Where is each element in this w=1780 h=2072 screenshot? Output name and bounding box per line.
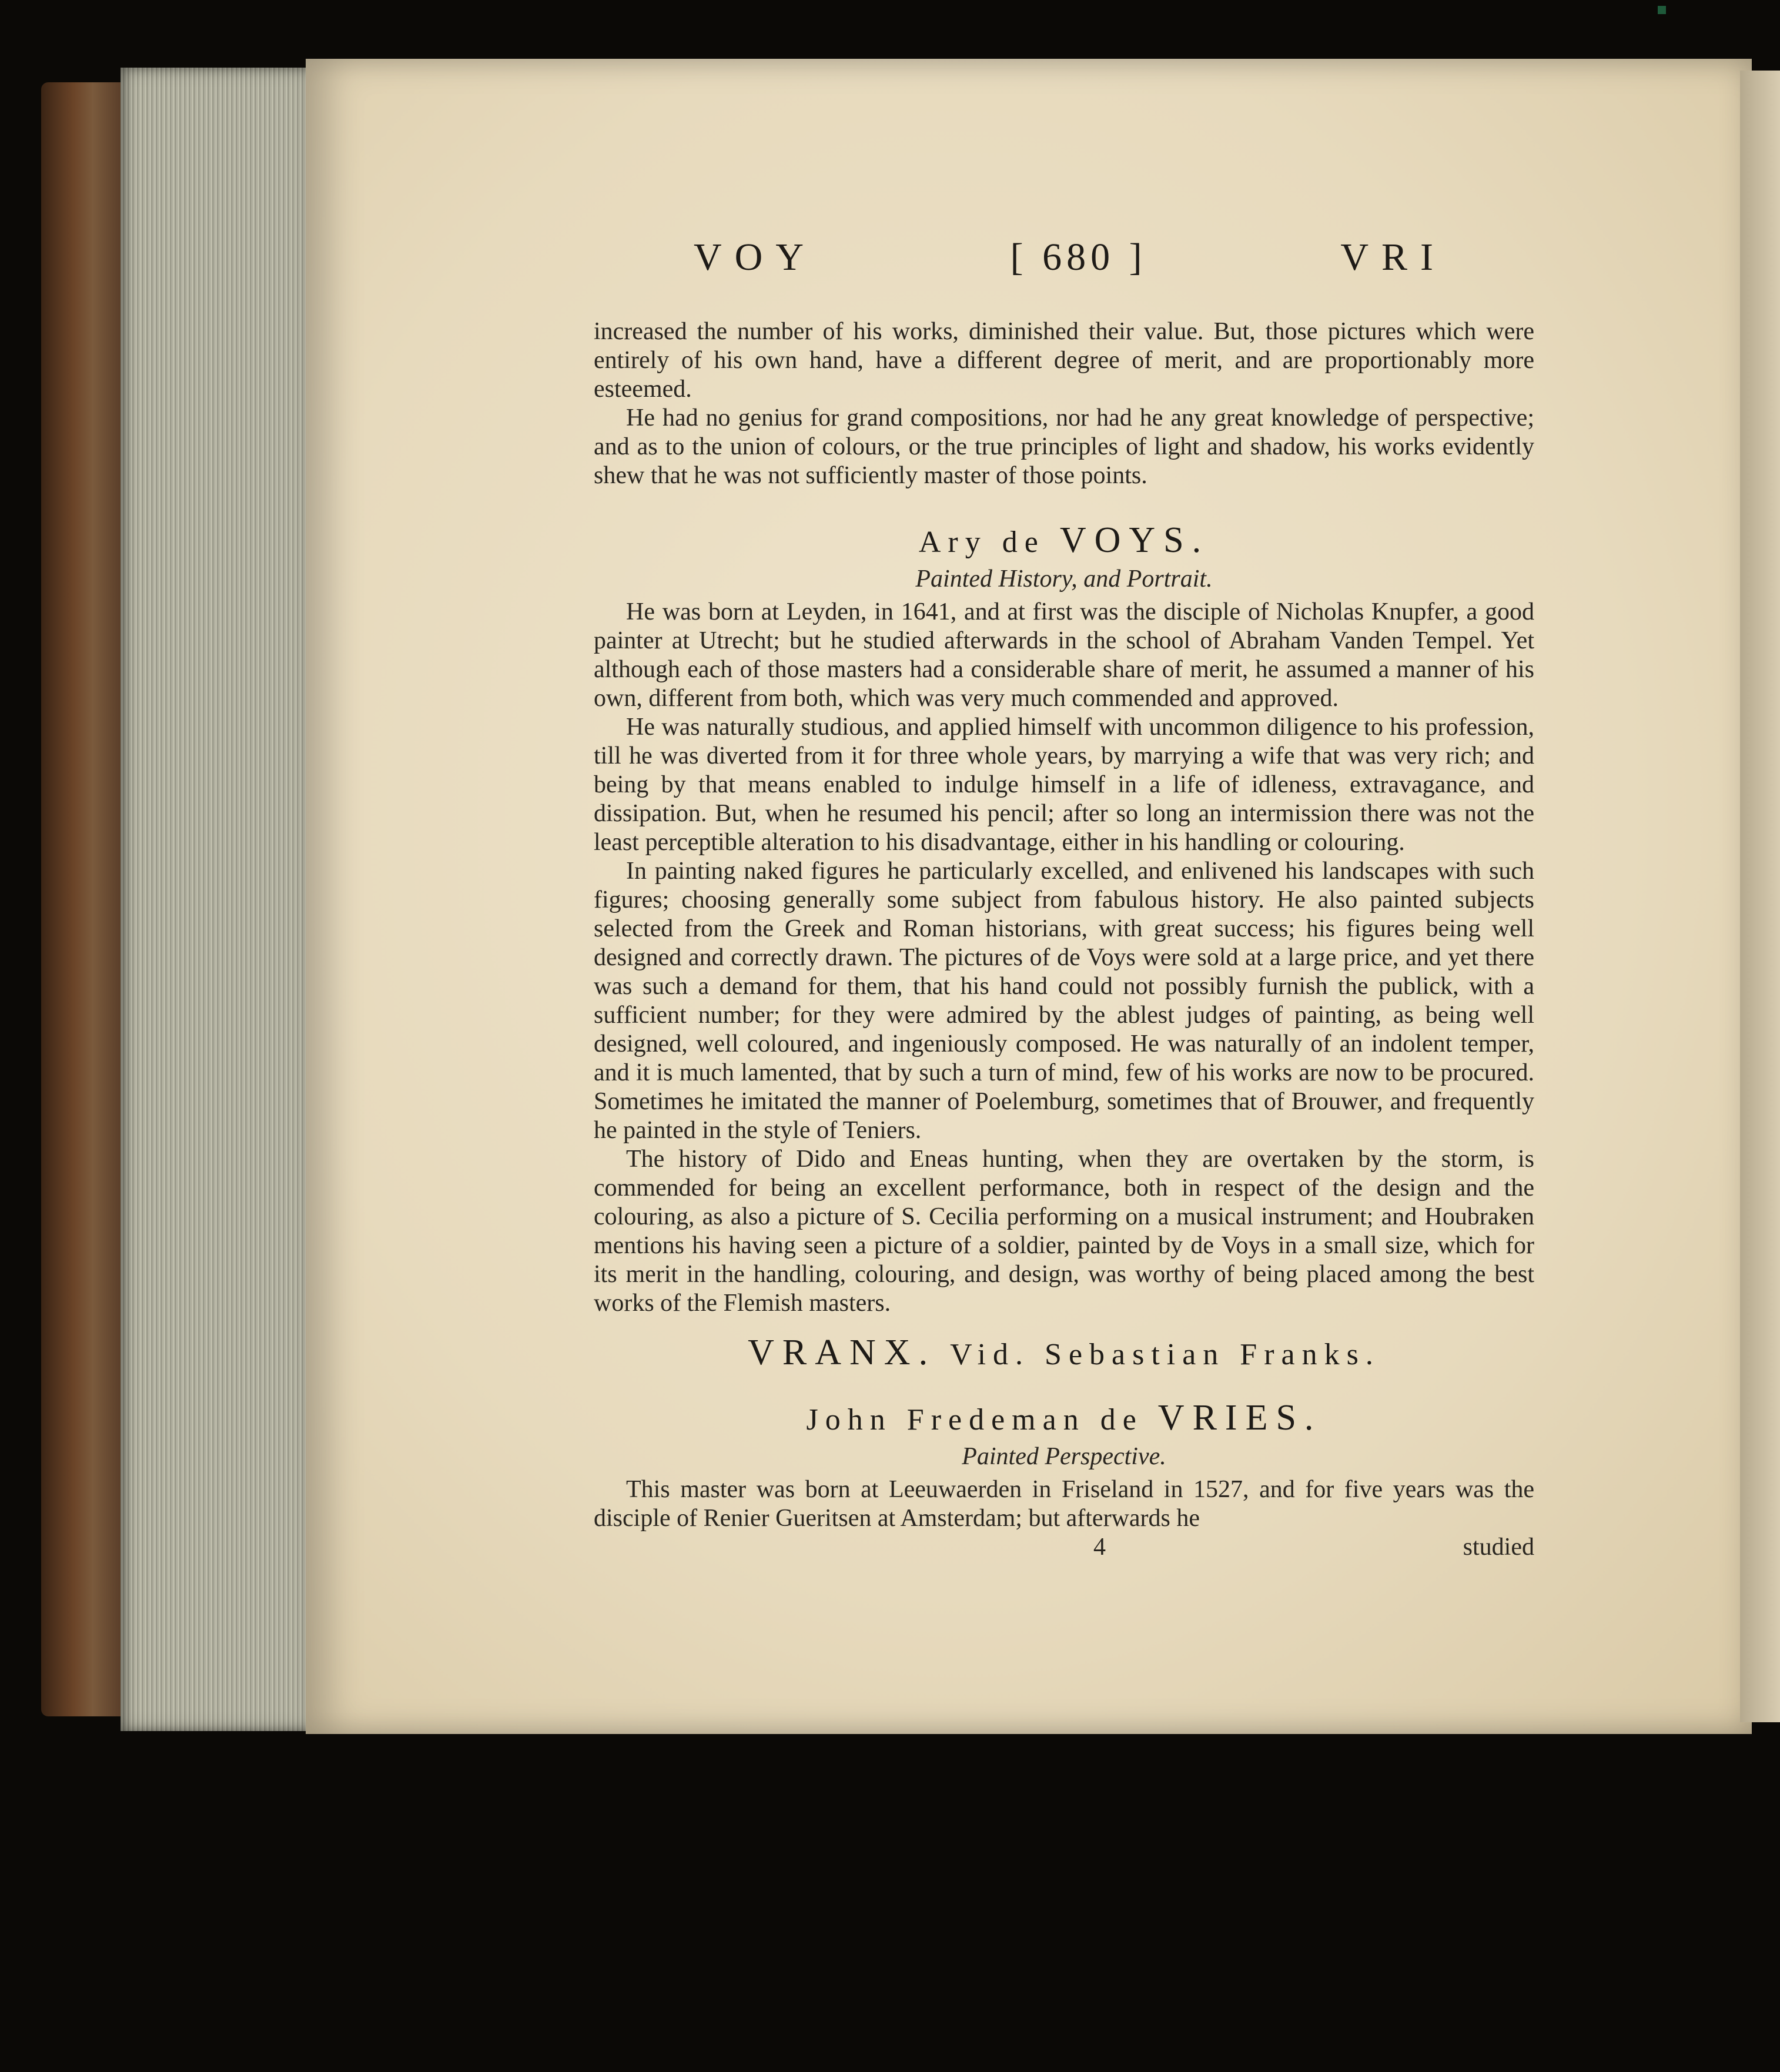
section-heading [594,1397,1534,1439]
page-text [594,317,1534,1561]
section-heading-surname: VOYS. [1059,520,1210,560]
section-heading-name: Ary de [918,525,1045,559]
signature-mark: 4 [1093,1534,1106,1561]
paragraph: He was born at Leyden, in 1641, and at first was the disciple of Nicholas Knupfer, a good painter at Utrecht; but he studied afterwards in the school of Abraham Vanden Tempel. Yet although each of those masters had a considerable share of merit, he assumed a manner of his own, different from both, which was very much commended and approved. [594,598,1534,712]
section-subtitle: Painted Perspective. [962,1443,1166,1470]
paragraph: He was naturally studious, and applied himself with uncommon diligence to his profession, till he was diverted from it for three whole years, by marrying a wife that was very rich; and being by that means enabled to indulge himself in a life of idleness, extravagance, and dissipation. But, when he resumed his pencil; after so long an intermission there was not the least perceptible alteration to his disadvantage, either in his handling or colouring. [594,714,1534,856]
section-heading [594,520,1534,561]
scan-marker [1658,6,1666,14]
running-head-left: VOY [694,236,817,279]
page-footer [594,1533,1534,1561]
section-heading-name: John Fredeman de [806,1403,1143,1437]
page-edges [121,68,323,1731]
catchword: studied [1463,1534,1534,1561]
cross-reference [594,1332,1534,1374]
facing-page-edge [1740,71,1780,1722]
section-subtitle: Painted History, and Portrait. [915,565,1213,593]
cross-reference-name: VRANX. [748,1333,936,1373]
running-head [694,235,1446,280]
page-number: [ 680 ] [1010,236,1147,279]
cross-reference-target: Vid. Sebastian Franks. [950,1338,1380,1371]
paragraph: This master was born at Leeuwaerden in Friseland in 1527, and for five years was the disciple of Renier Gueritsen at Amsterdam; but afterwards he [594,1476,1534,1532]
paragraph: The history of Dido and Eneas hunting, when they are overtaken by the storm, is commended for being an excellent performance, both in respect of the design and the colouring, as also a picture of S. Cecilia performing on a musical instrument; and Houbraken mentions his having seen a picture of a soldier, painted by de Voys in a small size, which for its merit in the handling, colouring, and design, was worthy of being placed among the best works of the Flemish masters. [594,1146,1534,1317]
paragraph: In painting naked figures he particularly excelled, and enlivened his landscapes with such figures; choosing generally some subject from fabulous history. He also painted subjects selected from the Greek and Roman historians, with great success; his figures being well designed and correctly drawn. The pictures of de Voys were sold at a large price, and yet there was such a demand for them, that his hand could not possibly furnish the publick, with a sufficient number; for they were admired by the ablest judges of painting, as being well designed, well coloured, and ingeniously composed. He was naturally of an indolent temper, and it is much lamented, that by such a turn of mind, few of his works are now to be procured. Sometimes he imitated the manner of Poelemburg, sometimes that of Brouwer, and frequently he painted in the style of Teniers. [594,858,1534,1144]
paragraph: He had no genius for grand compositions, nor had he any great knowledge of perspective; and as to the union of colours, or the true principles of light and shadow, his works evidently shew that he was not sufficiently master of those points. [594,404,1534,489]
paragraph: increased the number of his works, diminished their value. But, those pictures which were entirely of his own hand, have a different degree of merit, and are proportionably more esteemed. [594,318,1534,403]
section-heading-surname: VRIES. [1157,1398,1322,1438]
running-head-right: VRI [1340,236,1446,279]
